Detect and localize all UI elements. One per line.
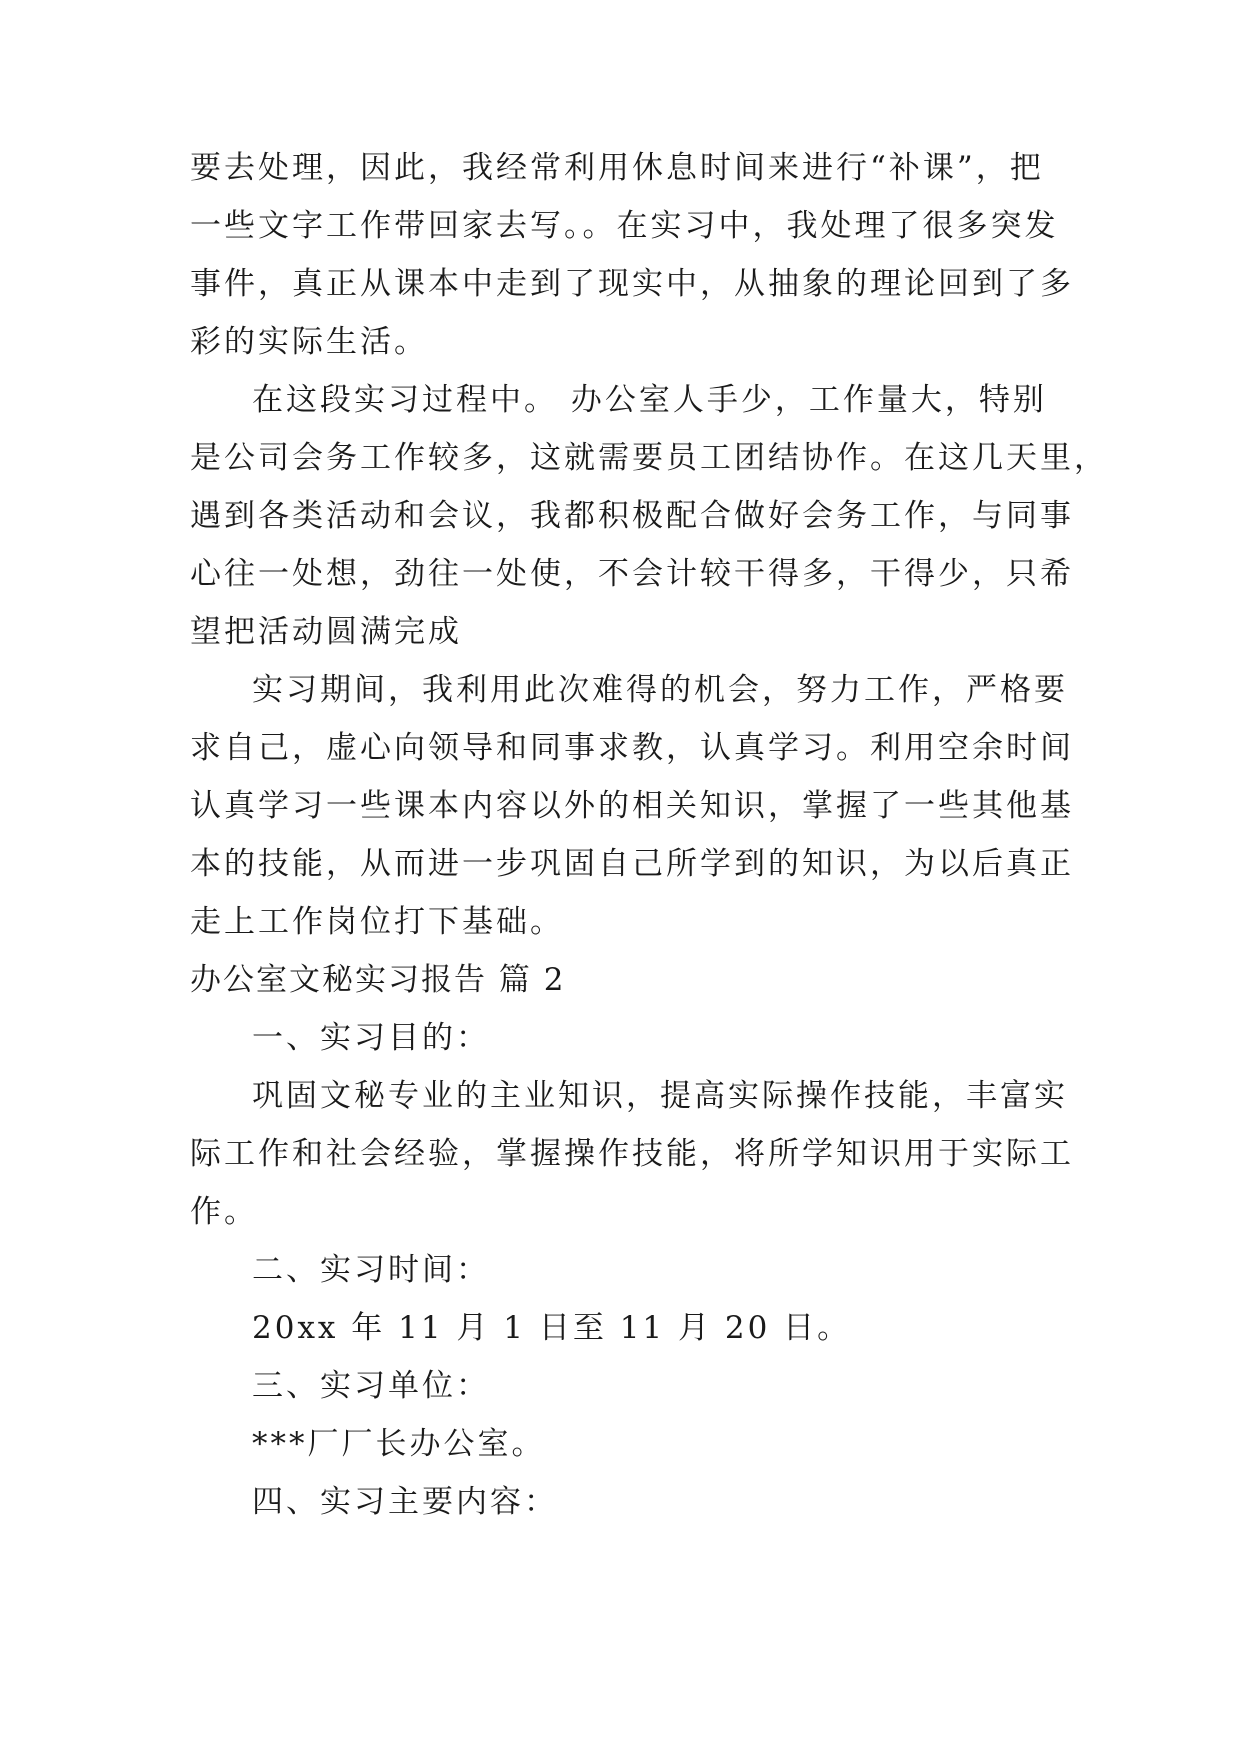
text-line: 四、实习主要内容： bbox=[252, 1484, 558, 1520]
text-line: 20xx 年 11 月 1 日至 11 月 20 日。 bbox=[252, 1310, 852, 1346]
text-line: ***厂厂长办公室。 bbox=[252, 1426, 546, 1462]
text-line: 巩固文秘专业的主业知识，提高实际操作技能，丰富实 bbox=[252, 1078, 1068, 1114]
text-line: 心往一处想，劲往一处使，不会计较干得多，干得少，只希 bbox=[190, 556, 1074, 592]
text-line: 实习期间，我利用此次难得的机会，努力工作，严格要 bbox=[252, 672, 1068, 708]
text-line: 际工作和社会经验，掌握操作技能，将所学知识用于实际工 bbox=[190, 1136, 1074, 1172]
text-line: 求自己，虚心向领导和同事求教，认真学习。利用空余时间 bbox=[190, 730, 1074, 766]
text-line: 一些文字工作带回家去写。。在实习中，我处理了很多突发 bbox=[190, 208, 1059, 244]
text-line: 二、实习时间： bbox=[252, 1252, 490, 1288]
text-line: 遇到各类活动和会议，我都积极配合做好会务工作，与同事 bbox=[190, 498, 1074, 534]
text-line: 要去处理，因此，我经常利用休息时间来进行“补课”，把 bbox=[190, 150, 1044, 186]
text-line: 望把活动圆满完成 bbox=[190, 614, 462, 650]
text-line: 本的技能，从而进一步巩固自己所学到的知识，为以后真正 bbox=[190, 846, 1074, 882]
section-title: 办公室文秘实习报告 篇 2 bbox=[190, 962, 566, 998]
text-line: 一、实习目的： bbox=[252, 1020, 490, 1056]
text-line: 走上工作岗位打下基础。 bbox=[190, 904, 564, 940]
text-line: 彩的实际生活。 bbox=[190, 324, 428, 360]
text-line: 认真学习一些课本内容以外的相关知识，掌握了一些其他基 bbox=[190, 788, 1074, 824]
text-line: 在这段实习过程中。 办公室人手少，工作量大，特别 bbox=[252, 382, 1047, 418]
text-line: 三、实习单位： bbox=[252, 1368, 490, 1404]
text-line: 是公司会务工作较多，这就需要员工团结协作。在这几天里， bbox=[190, 440, 1108, 476]
text-line: 作。 bbox=[190, 1194, 258, 1230]
text-line: 事件，真正从课本中走到了现实中，从抽象的理论回到了多 bbox=[190, 266, 1074, 302]
